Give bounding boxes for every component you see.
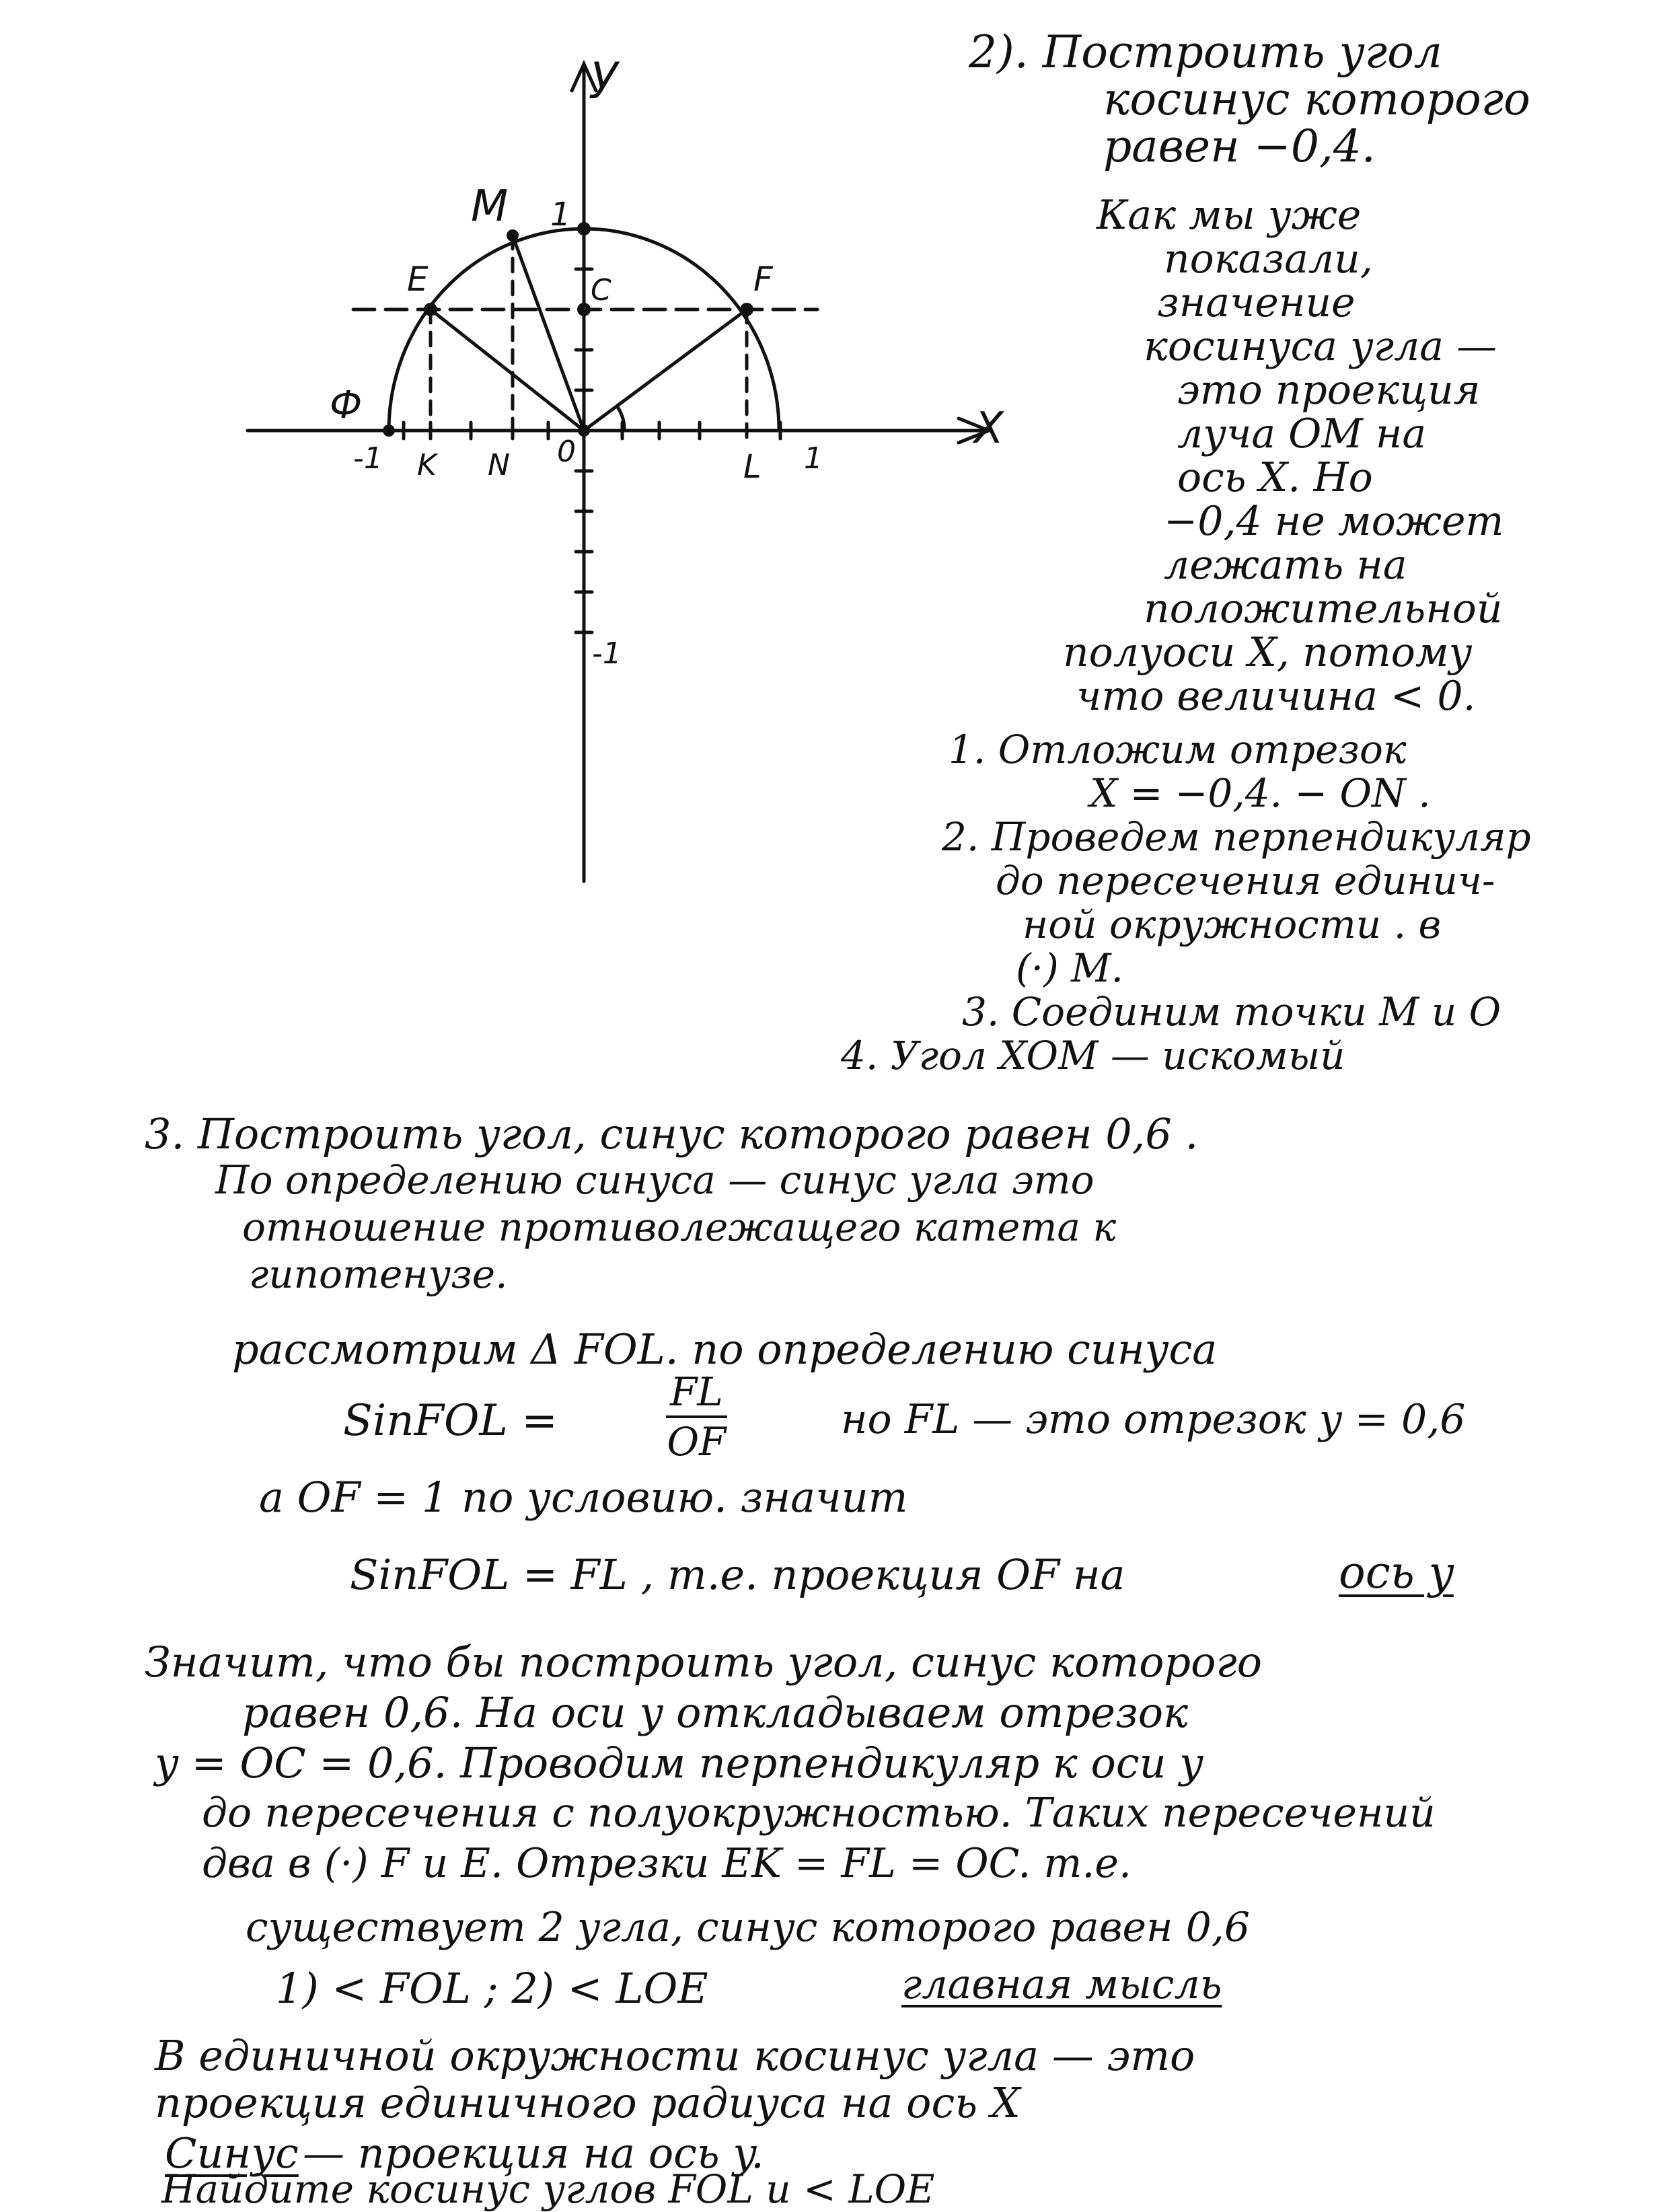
task2-p7: ось X. Но <box>1177 454 1373 501</box>
point-M <box>507 229 519 242</box>
task3-main-idea: главная мысль <box>901 1961 1222 2008</box>
label-C: C <box>591 273 611 307</box>
task2-p11: полуоси X, потому <box>1063 629 1473 676</box>
task2-step2a: 2. Проведем перпендикуляр <box>942 814 1531 860</box>
task3-sine-word: Синус <box>165 2129 299 2178</box>
label-x-axis: X <box>974 404 1004 453</box>
ray-OF <box>584 309 747 431</box>
label-K: K <box>417 448 437 482</box>
task2-p2: показали, <box>1164 235 1373 283</box>
task2-heading: 2). Построить угол <box>969 26 1442 78</box>
label-N: N <box>488 448 510 482</box>
task3-line10: равен 0,6. На оси y откладываем отрезок <box>242 1688 1189 1737</box>
task3-line13: два в (·) F и E. Отрезки EK = FL = OC. т.е. <box>202 1840 1132 1887</box>
task3-line16: В единичной окружности косинус угла — это <box>155 2031 1195 2080</box>
task3-line15: 1) < FOL ; 2) < LOE <box>276 1964 708 2013</box>
fraction-denominator: OF <box>667 1419 727 1465</box>
task3-line2: По определению синуса — синус угла это <box>215 1157 1095 1203</box>
point-Phi <box>383 425 395 437</box>
task3-sin-def-left: SinFOL = <box>343 1396 558 1446</box>
task3-sin-fraction <box>666 1369 727 1465</box>
task3-line17: проекция единичного радиуса на ось X <box>155 2078 1021 2127</box>
task2-step4: 4. Угол XOM — искомый <box>841 1033 1345 1078</box>
task3-line1: 3. Построить угол, синус которого равен 0,6 . <box>145 1109 1199 1158</box>
task2-p3: значение <box>1157 279 1356 326</box>
task3-line14: существует 2 угла, синус которого равен 0,6 <box>246 1904 1251 1951</box>
task2-line2: косинус которого <box>1103 73 1530 125</box>
task2-p5: это проекция <box>1177 367 1481 414</box>
task2-step3: 3. Соединим точки M и O <box>962 989 1501 1035</box>
task3-line12: до пересечения с полуокружностью. Таких пересечений <box>202 1790 1436 1837</box>
label-Phi: Ф <box>330 383 363 427</box>
label-minus-1-y: -1 <box>592 636 622 671</box>
point-F <box>740 303 753 316</box>
task3-line11: y = OC = 0,6. Проводим перпендикуляр к оси y <box>155 1738 1203 1787</box>
task2-p4: косинуса угла — <box>1144 323 1497 370</box>
label-y-axis: y <box>591 43 620 100</box>
task3-line4: гипотенузе. <box>249 1251 508 1297</box>
task2-p1: Как мы уже <box>1097 192 1362 239</box>
task2-p10: положительной <box>1144 585 1503 632</box>
label-L: L <box>743 448 762 486</box>
task3-line5: рассмотрим Δ FOL. по определению синуса <box>232 1325 1218 1374</box>
task2-step2d: (·) M. <box>1016 945 1123 991</box>
task2-line3: равен −0,4. <box>1103 120 1376 172</box>
task3-sin-def-right: но FL — это отрезок y = 0,6 <box>841 1396 1466 1443</box>
task2-p8: −0,4 не может <box>1164 498 1504 545</box>
point-O <box>578 425 590 437</box>
label-M: M <box>471 182 509 231</box>
task2-step1b: X = −0,4. − ON . <box>1090 770 1431 816</box>
task3-line18: — проекция на ось y. <box>303 2129 764 2178</box>
task2-step2c: ной окружности . в <box>1023 901 1442 947</box>
task3-line8-underlined: ось y <box>1339 1547 1454 1598</box>
task2-p6: луча ОМ на <box>1177 410 1427 457</box>
label-minus-1-x: -1 <box>353 441 383 476</box>
fraction-numerator: FL <box>666 1372 727 1418</box>
task3-line19: Найдите косинус углов FOL и < LOE <box>161 2166 935 2212</box>
label-tick-1-y: 1 <box>550 196 571 233</box>
task3-line8: SinFOL = FL , т.е. проекция OF на <box>350 1550 1125 1599</box>
task3-line3: отношение противолежащего катета к <box>242 1204 1117 1250</box>
point-E <box>424 303 437 316</box>
task2-step1a: 1. Отложим отрезок <box>949 727 1407 772</box>
label-tick-1-x: 1 <box>804 441 823 476</box>
label-E: E <box>407 260 429 299</box>
point-C <box>577 303 591 316</box>
label-F: F <box>753 260 773 299</box>
point-top <box>577 222 591 235</box>
task2-p9: лежать на <box>1164 542 1407 589</box>
task2-p12: что величина < 0. <box>1076 673 1476 720</box>
task2-step2b: до пересечения единич- <box>996 858 1495 904</box>
task3-line9: Значит, что бы построить угол, синус которого <box>145 1637 1263 1687</box>
label-origin: 0 <box>557 435 576 469</box>
task3-line7: а OF = 1 по условию. значит <box>259 1473 908 1522</box>
